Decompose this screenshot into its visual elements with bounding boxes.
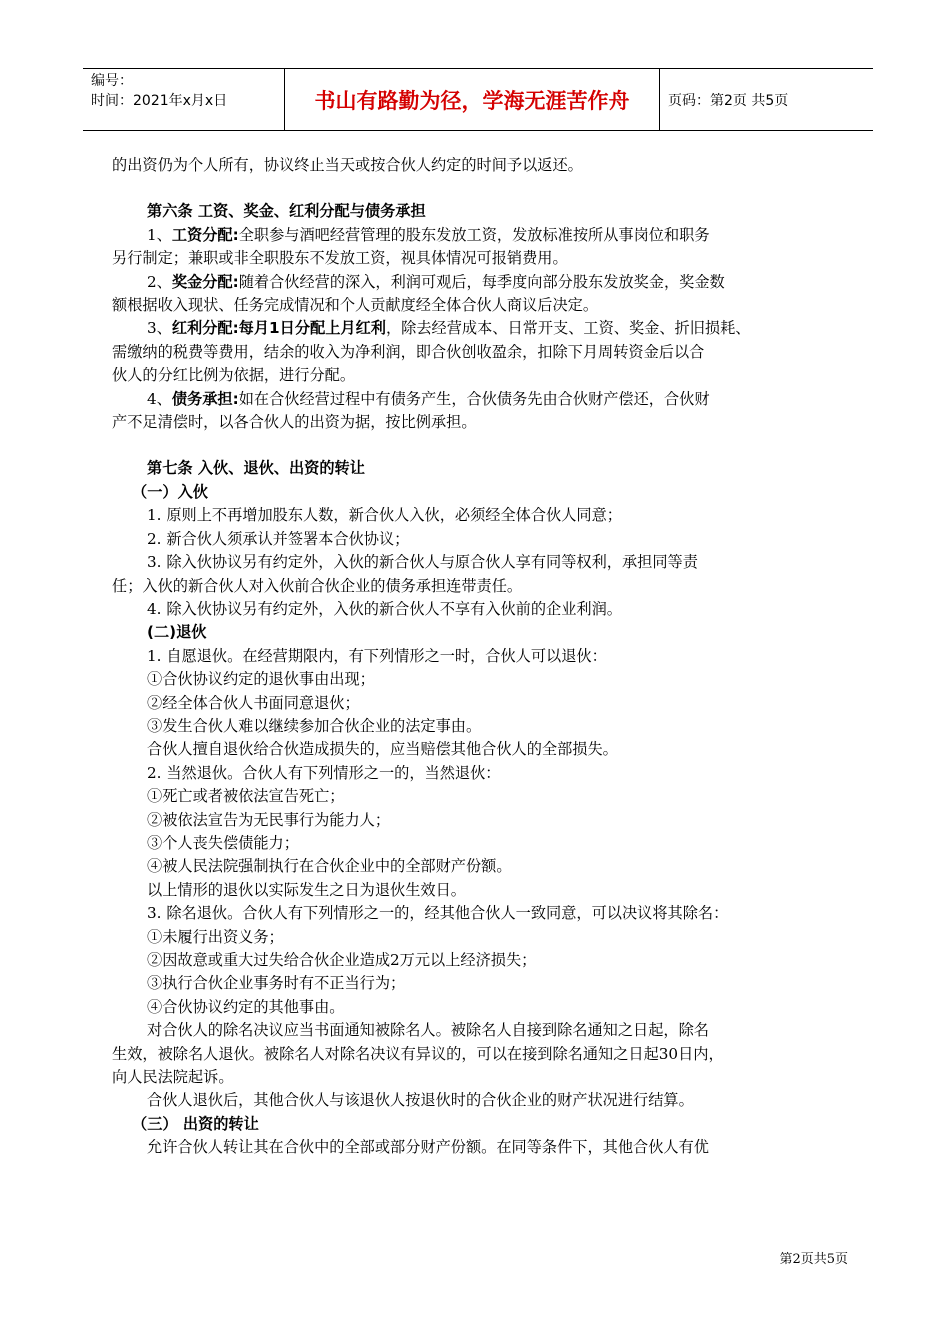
- item-heading: 红利分配:每月1日分配上月红利: [171, 319, 386, 338]
- section-title: (二)退伙: [147, 623, 207, 642]
- header-page-number: 页码：第2页 共5页: [668, 92, 789, 109]
- paragraph-line: 3. 除入伙协议另有约定外，入伙的新合伙人与原合伙人享有同等权利，承担同等责: [147, 553, 698, 572]
- list-item: ①未履行出资义务；: [147, 927, 284, 946]
- header-meta: [83, 69, 285, 130]
- item-number: 2、: [147, 272, 172, 291]
- list-item: ②被依法宣告为无民事行为能力人；: [147, 810, 390, 829]
- item-text: 如在合伙经营过程中有债务产生，合伙债务先由合伙财产偿还，合伙财: [238, 389, 710, 408]
- list-item: ④被人民法院强制执行在合伙企业中的全部财产份额。: [147, 857, 512, 876]
- paragraph-line: 1. 自愿退伙。在经营期限内，有下列情形之一时，合伙人可以退伙：: [147, 646, 607, 665]
- paragraph-line: 另行制定；兼职或非全职股东不发放工资，视具体情况可报销费用。: [112, 249, 568, 268]
- paragraph-line: 的出资仍为个人所有，协议终止当天或按合伙人约定的时间予以返还。: [112, 156, 583, 174]
- article-6-item-4: [112, 388, 848, 411]
- item-text: 随着合伙经营的深入，利润可观后，每季度向部分股东发放奖金，奖金数: [238, 272, 725, 291]
- article-7-title: 第七条 入伙、退伙、出资的转让: [147, 459, 365, 478]
- list-item: ④合伙协议约定的其他事由。: [147, 997, 345, 1016]
- paragraph-line: 2. 当然退伙。合伙人有下列情形之一的，当然退伙：: [147, 763, 501, 782]
- article-6-item-1: [112, 224, 848, 247]
- list-item: ①死亡或者被依法宣告死亡；: [147, 787, 345, 806]
- document-date-label: 时间：2021年x月x日: [91, 93, 228, 109]
- item-number: 4、: [147, 389, 172, 408]
- paragraph-line: 2. 新合伙人须承认并签署本合伙协议；: [147, 529, 410, 548]
- item-heading: 债务承担:: [171, 389, 239, 408]
- paragraph-line: 需缴纳的税费等费用，结余的收入为净利润，即合伙创收盈余，扣除下月周转资金后以合: [112, 342, 705, 361]
- item-number: 1、: [147, 225, 172, 244]
- item-heading: 工资分配:: [171, 225, 239, 244]
- list-item: ③执行合伙企业事务时有不正当行为；: [147, 974, 406, 993]
- item-number: 3、: [147, 319, 172, 338]
- item-text: 全职参与酒吧经营管理的股东发放工资，发放标准按所从事岗位和职务: [238, 225, 710, 244]
- paragraph-line: 生效，被除名人退伙。被除名人对除名决议有异议的，可以在接到除名通知之日起30日内，: [112, 1044, 724, 1063]
- paragraph-line: 3. 除名退伙。合伙人有下列情形之一的，经其他合伙人一致同意，可以决议将其除名：: [147, 904, 729, 923]
- section-title: （一）入伙: [132, 482, 208, 501]
- list-item: ①合伙协议约定的退伙事由出现；: [147, 670, 375, 689]
- paragraph-line: 对合伙人的除名决议应当书面通知被除名人。被除名人自接到除名通知之日起，除名: [147, 1021, 709, 1040]
- document-number-label: 编号：: [91, 73, 133, 89]
- paragraph-line: 向人民法院起诉。: [112, 1068, 234, 1087]
- article-6-item-3: [112, 317, 848, 340]
- page-footer: 第2页共5页: [779, 1252, 848, 1267]
- paragraph-line: 产不足清偿时，以各合伙人的出资为据，按比例承担。: [112, 413, 477, 432]
- paragraph-line: 1. 原则上不再增加股东人数，新合伙人入伙，必须经全体合伙人同意；: [147, 506, 622, 525]
- article-6-item-2: [112, 271, 848, 294]
- paragraph-line: 额根据收入现状、任务完成情况和个人贡献度经全体合伙人商议后决定。: [112, 296, 598, 315]
- list-item: ②因故意或重大过失给合伙企业造成2万元以上经济损失；: [147, 951, 537, 969]
- list-item: ②经全体合伙人书面同意退伙；: [147, 693, 360, 712]
- section-title: （三） 出资的转让: [132, 1114, 259, 1133]
- item-text: ，除去经营成本、日常开支、工资、奖金、折旧损耗、: [385, 319, 751, 338]
- paragraph-line: 4. 除入伙协议另有约定外，入伙的新合伙人不享有入伙前的企业利润。: [147, 599, 622, 618]
- paragraph-line: 允许合伙人转让其在合伙中的全部或部分财产份额。在同等条件下，其他合伙人有优: [147, 1138, 709, 1157]
- header-motto: 书山有路勤为径，学海无涯苦作舟: [285, 69, 660, 130]
- page-header: [83, 68, 873, 131]
- item-heading: 奖金分配:: [171, 272, 239, 291]
- paragraph-line: 合伙人退伙后，其他合伙人与该退伙人按退伙时的合伙企业的财产状况进行结算。: [147, 1091, 694, 1110]
- paragraph-line: 合伙人擅自退伙给合伙造成损失的，应当赔偿其他合伙人的全部损失。: [147, 740, 618, 759]
- paragraph-line: 以上情形的退伙以实际发生之日为退伙生效日。: [147, 880, 466, 899]
- list-item: ③发生合伙人难以继续参加合伙企业的法定事由。: [147, 716, 482, 735]
- document-body: [112, 154, 848, 1160]
- paragraph-line: 伙人的分红比例为依据，进行分配。: [112, 366, 355, 385]
- list-item: ③个人丧失偿债能力；: [147, 833, 299, 852]
- paragraph-line: 任；入伙的新合伙人对入伙前合伙企业的债务承担连带责任。: [112, 576, 523, 595]
- article-6-title: 第六条 工资、奖金、红利分配与债务承担: [147, 202, 426, 221]
